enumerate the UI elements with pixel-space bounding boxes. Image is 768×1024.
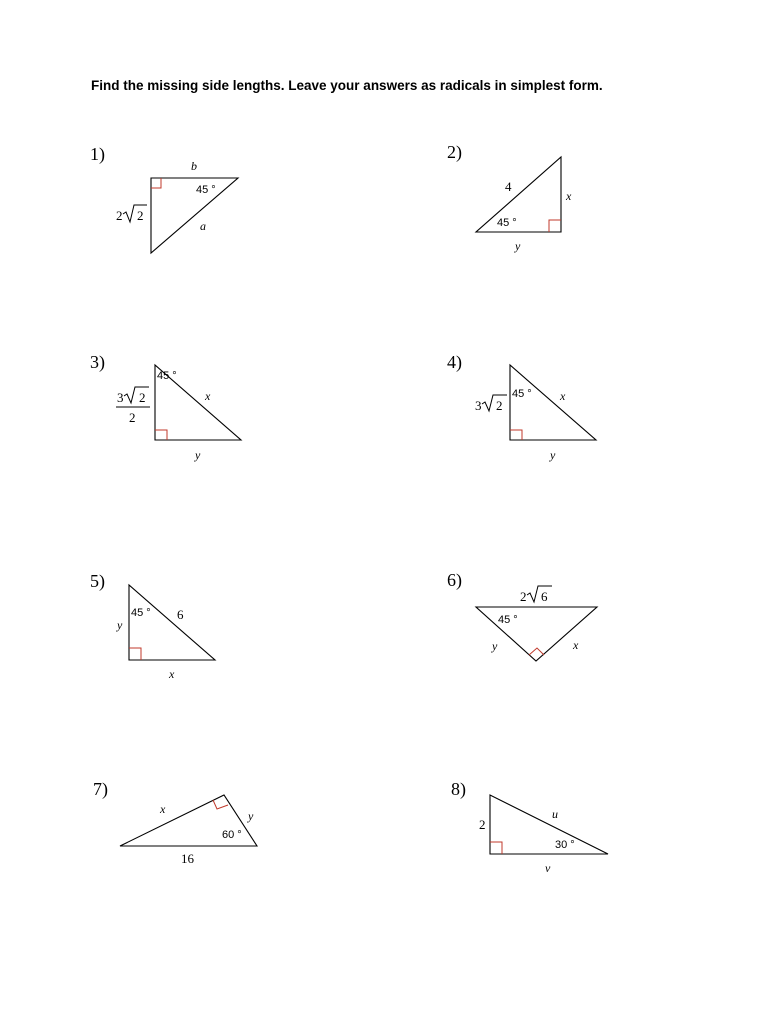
right-angle-mark — [129, 648, 141, 660]
coefficient: 3 — [475, 398, 482, 413]
fraction-radical-label — [116, 387, 150, 425]
radicand: 2 — [139, 390, 146, 405]
triangle — [490, 795, 608, 854]
angle-label: 60 ° — [222, 829, 242, 841]
angle-label: 45 ° — [157, 370, 177, 382]
problem-5 — [90, 571, 215, 681]
side-label-y: y — [492, 639, 498, 653]
right-angle-mark — [151, 178, 161, 188]
side-label-x: x — [566, 189, 572, 203]
right-angle-mark — [529, 648, 544, 655]
base-label: 16 — [181, 851, 194, 866]
side-label-u: u — [552, 807, 558, 821]
problem-number: 7) — [93, 779, 108, 799]
problem-2 — [447, 142, 572, 253]
right-angle-mark — [490, 842, 502, 854]
triangle — [129, 585, 215, 660]
angle-label: 30 ° — [555, 839, 575, 851]
angle-label: 45 ° — [131, 607, 151, 619]
problem-number: 3) — [90, 352, 105, 372]
denominator: 2 — [129, 410, 136, 425]
side-label-x: x — [169, 667, 175, 681]
problem-3 — [90, 352, 241, 462]
problem-7 — [93, 779, 257, 866]
angle-label: 45 ° — [196, 184, 216, 196]
side-label-y: y — [117, 618, 123, 632]
radical-label — [116, 205, 147, 223]
angle-label: 45 ° — [498, 614, 518, 626]
problem-number: 5) — [90, 571, 105, 591]
coefficient: 2 — [116, 208, 123, 223]
problem-number: 8) — [451, 779, 466, 799]
triangle — [151, 178, 238, 253]
problem-number: 2) — [447, 142, 462, 162]
right-angle-mark — [213, 800, 228, 809]
problem-4 — [447, 352, 596, 462]
coefficient: 2 — [520, 589, 527, 604]
side-label-a: a — [200, 219, 206, 233]
radical-sign — [527, 586, 552, 602]
side-label-y: y — [195, 448, 201, 462]
right-angle-mark — [510, 430, 522, 440]
side-label-y: y — [248, 809, 254, 823]
problem-number: 1) — [90, 144, 105, 164]
triangle — [510, 365, 596, 440]
side-label-b: b — [191, 159, 197, 173]
radicand: 2 — [496, 398, 503, 413]
radicand: 2 — [137, 208, 144, 223]
side-label: 2 — [479, 817, 486, 832]
right-angle-mark — [549, 220, 561, 232]
radicand: 6 — [541, 589, 548, 604]
side-label-x: x — [205, 389, 211, 403]
radical-label — [520, 586, 552, 604]
problem-number: 6) — [447, 570, 462, 590]
radical-label — [475, 395, 507, 413]
side-label-y: y — [515, 239, 521, 253]
angle-label: 45 ° — [512, 388, 532, 400]
hypotenuse-label: 6 — [177, 607, 184, 622]
problem-6 — [447, 570, 597, 661]
right-angle-mark — [155, 430, 167, 440]
side-label-x: x — [573, 638, 579, 652]
problem-1 — [90, 144, 238, 253]
problem-8 — [451, 779, 608, 875]
side-label-y: y — [550, 448, 556, 462]
angle-label: 45 ° — [497, 217, 517, 229]
instructions-heading: Find the missing side lengths. Leave your answers as radicals in simplest form. — [91, 78, 603, 93]
radical-sign — [482, 395, 507, 411]
problem-number: 4) — [447, 352, 462, 372]
side-label-v: v — [545, 861, 551, 875]
side-label-x: x — [160, 802, 166, 816]
coefficient: 3 — [117, 390, 124, 405]
side-label-x: x — [560, 389, 566, 403]
triangle — [476, 157, 561, 232]
hypotenuse-label: 4 — [505, 179, 512, 194]
